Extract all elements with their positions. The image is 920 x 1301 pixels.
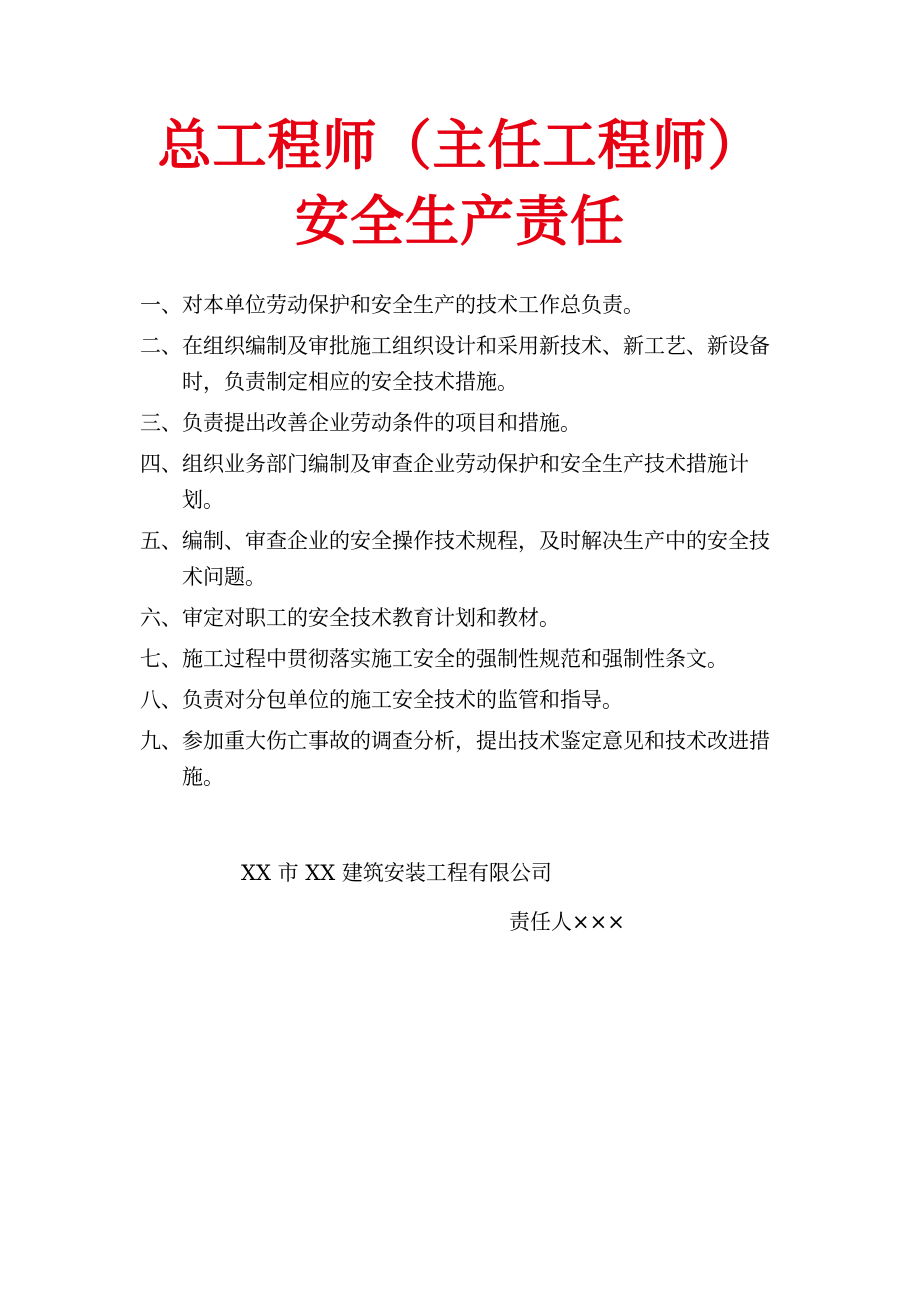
item-number: 八、 (140, 688, 182, 712)
list-item (140, 600, 780, 636)
item-number: 四、 (140, 452, 182, 476)
item-text: 在组织编制及审批施工组织设计和采用新技术、新工艺、新设备时，负责制定相应的安全技术措施。 (182, 334, 770, 394)
list-item (140, 446, 780, 518)
document-title-line1: 总工程师（主任工程师） (157, 113, 763, 177)
company-name: XX 市 XX 建筑安装工程有限公司 (241, 861, 552, 885)
item-text: 组织业务部门编制及审查企业劳动保护和安全生产技术措施计划。 (182, 452, 749, 512)
list-item (140, 523, 780, 595)
list-item (140, 287, 780, 323)
item-number: 六、 (140, 606, 182, 630)
item-text: 负责提出改善企业劳动条件的项目和措施。 (182, 411, 581, 435)
item-text: 审定对职工的安全技术教育计划和教材。 (182, 606, 560, 630)
item-number: 五、 (140, 529, 182, 553)
item-text: 负责对分包单位的施工安全技术的监管和指导。 (182, 688, 623, 712)
responsible-person: 责任人××× (509, 910, 625, 934)
list-item (140, 682, 780, 718)
item-text: 施工过程中贯彻落实施工安全的强制性规范和强制性条文。 (182, 647, 728, 671)
item-number: 九、 (140, 729, 182, 753)
item-number: 一、 (140, 293, 182, 317)
list-item (140, 328, 780, 400)
item-number: 三、 (140, 411, 182, 435)
item-number: 七、 (140, 647, 182, 671)
item-text: 对本单位劳动保护和安全生产的技术工作总负责。 (182, 293, 644, 317)
list-item (140, 405, 780, 441)
list-item (140, 641, 780, 677)
responsibility-list (140, 287, 780, 800)
item-text: 编制、审查企业的安全操作技术规程，及时解决生产中的安全技术问题。 (182, 529, 770, 589)
document-title-line2: 安全生产责任 (295, 189, 625, 253)
item-number: 二、 (140, 334, 182, 358)
list-item (140, 723, 780, 795)
item-text: 参加重大伤亡事故的调查分析，提出技术鉴定意见和技术改进措施。 (182, 729, 770, 789)
